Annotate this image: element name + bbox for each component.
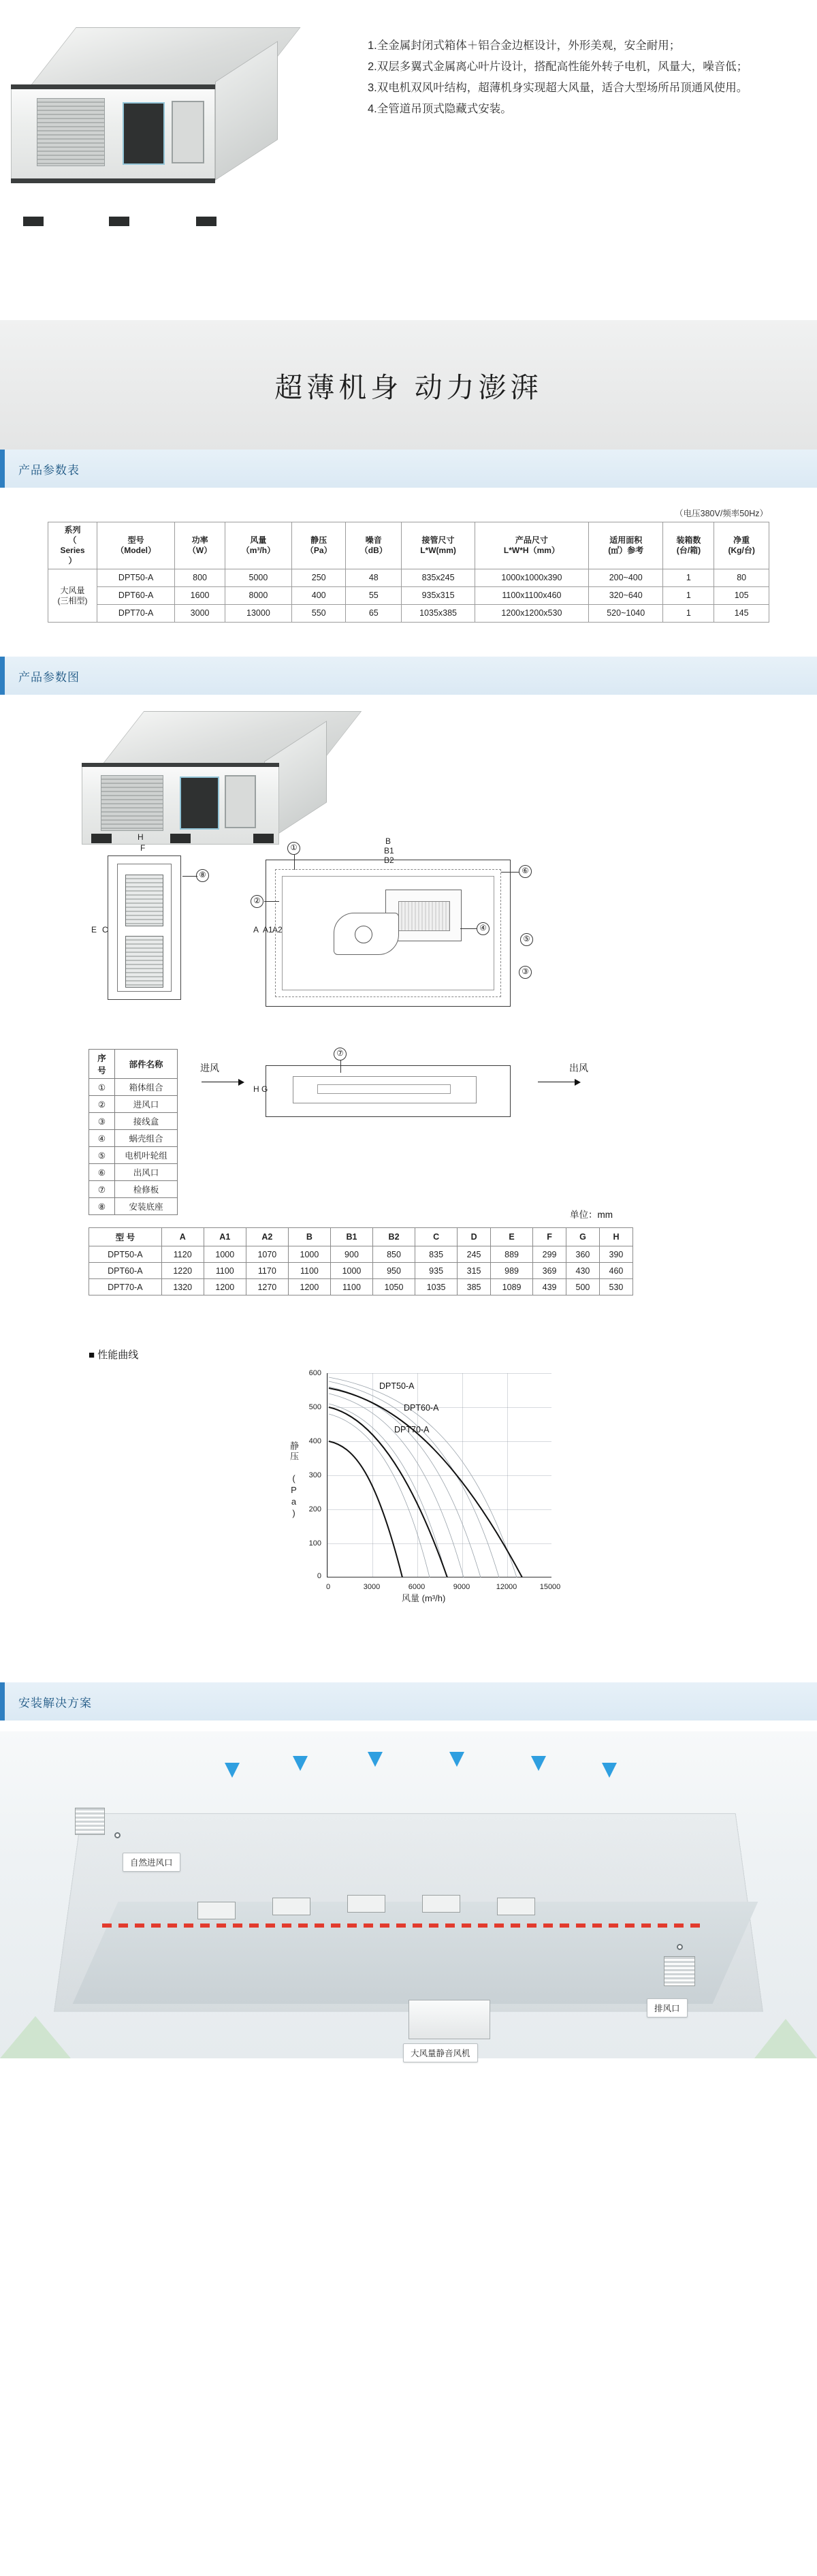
leader-line bbox=[340, 1061, 341, 1073]
series-label-dpt70: DPT70-A bbox=[394, 1425, 430, 1434]
section-accent-bar bbox=[0, 450, 5, 488]
unit-foot bbox=[196, 217, 217, 226]
callout-4: ④ bbox=[477, 922, 490, 935]
chart-x-axis-label: 风量 (m³/h) bbox=[402, 1593, 446, 1603]
leader-line bbox=[501, 872, 519, 873]
section-title: 产品参数图 bbox=[18, 670, 80, 684]
feature-bullet: 2.双层多翼式金属离心叶片设计，搭配高性能外转子电机，风量大，噪音低； bbox=[368, 61, 748, 73]
unit-frame-edge-bottom bbox=[11, 178, 215, 183]
cell-weight: 105 bbox=[714, 587, 769, 605]
cell-pack: 1 bbox=[663, 569, 714, 587]
cell-A2: 1070 bbox=[246, 1246, 288, 1263]
cell-E: 989 bbox=[491, 1263, 533, 1279]
col-header-static-pressure: 静压 （Pa） bbox=[291, 522, 345, 569]
chart-curves bbox=[327, 1373, 552, 1577]
col-header-area: 适用面积 (㎡）参考 bbox=[588, 522, 663, 569]
room-floor bbox=[73, 1902, 758, 2004]
section-header-param-table bbox=[0, 450, 817, 488]
table-header-row bbox=[89, 1228, 633, 1246]
x-tick: 15000 bbox=[539, 1583, 561, 1591]
cell-E: 889 bbox=[491, 1246, 533, 1263]
cell-A2: 1270 bbox=[246, 1279, 288, 1295]
cell-power: 800 bbox=[175, 569, 225, 587]
decorative-leaf-right bbox=[754, 2019, 817, 2058]
cell-B2: 850 bbox=[373, 1246, 415, 1263]
cell-size: 1100x1100x460 bbox=[475, 587, 588, 605]
col-header-weight: 净重 (Kg/台) bbox=[714, 522, 769, 569]
cell-B: 1000 bbox=[288, 1246, 330, 1263]
cell-area: 200~400 bbox=[588, 569, 663, 587]
cell-static: 250 bbox=[291, 569, 345, 587]
feature-bullet: 4.全管道吊顶式隐藏式安装。 bbox=[368, 103, 512, 115]
cell-A: 1220 bbox=[161, 1263, 204, 1279]
table-row bbox=[89, 1113, 178, 1130]
airflow-arrow-down bbox=[449, 1752, 464, 1767]
wall-inlet-grille-icon bbox=[75, 1808, 105, 1835]
cell-index: ③ bbox=[89, 1113, 115, 1130]
cell-G: 500 bbox=[566, 1279, 600, 1295]
ceiling-unit bbox=[497, 1898, 535, 1915]
col-header-F: F bbox=[533, 1228, 566, 1246]
dim-label-F: F bbox=[140, 843, 146, 853]
col-header-D: D bbox=[458, 1228, 491, 1246]
callout-8: ⑧ bbox=[196, 869, 209, 882]
ceiling-unit bbox=[422, 1895, 460, 1913]
fan-wheel-upper bbox=[125, 875, 163, 926]
section-slot bbox=[317, 1084, 451, 1094]
airflow-arrow-down bbox=[225, 1763, 240, 1778]
dim-label-B: B bbox=[385, 836, 391, 846]
cell-A1: 1000 bbox=[204, 1246, 246, 1263]
col-header-airflow: 风量 （m³/h） bbox=[225, 522, 291, 569]
chart-title: ■ 性能曲线 bbox=[89, 1349, 139, 1361]
unit-note: 单位：mm bbox=[570, 1210, 613, 1220]
dim-label-H: H bbox=[253, 1084, 259, 1094]
y-tick: 400 bbox=[308, 1437, 321, 1445]
banner-headline: 超薄机身 动力澎湃 bbox=[274, 371, 543, 403]
col-header-product-size: 产品尺寸 L*W*H（mm） bbox=[475, 522, 588, 569]
col-header-pack-qty: 装箱数 (台/箱) bbox=[663, 522, 714, 569]
cell-index: ④ bbox=[89, 1130, 115, 1147]
plan-view bbox=[252, 836, 538, 1027]
col-header-E: E bbox=[491, 1228, 533, 1246]
section-accent-bar bbox=[0, 657, 5, 695]
cell-A: 1120 bbox=[161, 1246, 204, 1263]
cell-part-name: 检修板 bbox=[115, 1181, 178, 1198]
table-row bbox=[89, 1096, 178, 1113]
chart-y-axis-label: 静压 (Pa) bbox=[289, 1441, 299, 1520]
cell-static: 400 bbox=[291, 587, 345, 605]
cell-area: 320~640 bbox=[588, 587, 663, 605]
dim-label-C: C bbox=[102, 925, 108, 934]
installation-section bbox=[0, 1721, 817, 2102]
dim-label-B2: B2 bbox=[384, 855, 394, 865]
section-accent-bar bbox=[0, 1682, 5, 1721]
flow-out-arrow-head bbox=[575, 1079, 581, 1086]
unit-foot bbox=[23, 217, 44, 226]
cell-noise: 48 bbox=[346, 569, 402, 587]
cell-part-name: 接线盒 bbox=[115, 1113, 178, 1130]
table-row bbox=[89, 1198, 178, 1215]
col-header-C: C bbox=[415, 1228, 458, 1246]
cell-part-name: 电机叶轮组 bbox=[115, 1147, 178, 1164]
cell-G: 430 bbox=[566, 1263, 600, 1279]
col-header-model: 型 号 bbox=[89, 1228, 162, 1246]
flow-in-label: 进风 bbox=[200, 1063, 219, 1073]
cell-B1: 1000 bbox=[330, 1263, 372, 1279]
cell-C: 835 bbox=[415, 1246, 458, 1263]
feature-bullet-list bbox=[368, 35, 790, 120]
dimensions-table-wrap bbox=[89, 1227, 633, 1295]
duct-run bbox=[102, 1923, 701, 1928]
col-header-A2: A2 bbox=[246, 1228, 288, 1246]
blower-scroll bbox=[334, 913, 399, 955]
ceiling-unit bbox=[272, 1898, 310, 1915]
callout-7: ⑦ bbox=[334, 1048, 347, 1061]
col-header-B2: B2 bbox=[373, 1228, 415, 1246]
table-row bbox=[48, 605, 769, 623]
dim-label-G: G bbox=[261, 1084, 268, 1094]
dim-label-B1: B1 bbox=[384, 846, 394, 855]
table-row bbox=[89, 1279, 633, 1295]
unit-grille bbox=[37, 98, 105, 166]
airflow-arrow-down bbox=[368, 1752, 383, 1767]
table-row bbox=[89, 1181, 178, 1198]
cell-H: 530 bbox=[599, 1279, 632, 1295]
flow-in-arrow-head bbox=[238, 1079, 244, 1086]
cell-B2: 1050 bbox=[373, 1279, 415, 1295]
col-header-part-name: 部件名称 bbox=[115, 1050, 178, 1079]
cell-part-name: 进风口 bbox=[115, 1096, 178, 1113]
cell-weight: 145 bbox=[714, 605, 769, 623]
cell-airflow: 5000 bbox=[225, 569, 291, 587]
leader-line bbox=[264, 901, 279, 902]
unit-frame-edge-top bbox=[11, 84, 215, 89]
cell-part-name: 出风口 bbox=[115, 1164, 178, 1181]
section-view bbox=[252, 1049, 538, 1137]
cell-B1: 900 bbox=[330, 1246, 372, 1263]
y-tick: 600 bbox=[308, 1369, 321, 1377]
callout-1: ① bbox=[287, 842, 300, 855]
hero-section bbox=[0, 0, 817, 320]
cell-B: 1200 bbox=[288, 1279, 330, 1295]
technical-drawing bbox=[0, 824, 817, 1342]
headline-banner bbox=[0, 320, 817, 450]
airflow-arrow-down bbox=[602, 1763, 617, 1778]
cell-weight: 80 bbox=[714, 569, 769, 587]
installation-illustration bbox=[0, 1731, 817, 2058]
cell-part-name: 蜗壳组合 bbox=[115, 1130, 178, 1147]
cell-part-name: 安装底座 bbox=[115, 1198, 178, 1215]
x-tick: 9000 bbox=[453, 1583, 470, 1591]
dim-label-E: E bbox=[91, 925, 97, 934]
series-label-dpt50: DPT50-A bbox=[379, 1381, 415, 1391]
airflow-arrow-down bbox=[293, 1756, 308, 1771]
cell-model: DPT70-A bbox=[89, 1279, 162, 1295]
unit-caption-label: 大风量静音风机 bbox=[403, 2043, 478, 2062]
dimensions-table bbox=[89, 1227, 633, 1295]
callout-dot bbox=[677, 1944, 683, 1950]
x-tick: 12000 bbox=[496, 1583, 517, 1591]
callout-2: ② bbox=[251, 895, 263, 908]
y-tick: 500 bbox=[308, 1403, 321, 1411]
col-header-series: 系列 （ Series ） bbox=[48, 522, 97, 569]
col-header-H: H bbox=[599, 1228, 632, 1246]
cell-D: 315 bbox=[458, 1263, 491, 1279]
section-header-param-diagram bbox=[0, 657, 817, 695]
unit-access-panel bbox=[172, 101, 204, 163]
cell-G: 360 bbox=[566, 1246, 600, 1263]
voltage-note: （电压380V/频率50Hz） bbox=[675, 509, 768, 518]
cell-airflow: 13000 bbox=[225, 605, 291, 623]
table-row bbox=[89, 1246, 633, 1263]
cell-H: 460 bbox=[599, 1263, 632, 1279]
ceiling-unit bbox=[347, 1895, 385, 1913]
feature-bullet: 3.双电机双风叶结构，超薄机身实现超大风量，适合大型场所吊顶通风使用。 bbox=[368, 82, 748, 94]
parameters-table bbox=[48, 522, 769, 623]
x-tick: 3000 bbox=[363, 1583, 381, 1591]
cell-A1: 1100 bbox=[204, 1263, 246, 1279]
flow-out-label: 出风 bbox=[569, 1063, 588, 1073]
series-dpt60 bbox=[329, 1407, 447, 1577]
airflow-arrow-down bbox=[531, 1756, 546, 1771]
cell-D: 245 bbox=[458, 1246, 491, 1263]
cell-noise: 65 bbox=[346, 605, 402, 623]
cell-duct: 935x315 bbox=[402, 587, 475, 605]
performance-curve-section bbox=[0, 1342, 817, 1682]
col-header-noise: 噪音 （dB） bbox=[346, 522, 402, 569]
unit-foot bbox=[109, 217, 129, 226]
cell-power: 1600 bbox=[175, 587, 225, 605]
cell-B2: 950 bbox=[373, 1263, 415, 1279]
table-row bbox=[89, 1130, 178, 1147]
unit-inlet-opening bbox=[180, 776, 219, 830]
feature-bullet: 1.全金属封闭式箱体＋铝合金边框设计，外形美观，安全耐用； bbox=[368, 40, 681, 52]
col-header-power: 功率 （W） bbox=[175, 522, 225, 569]
callout-3: ③ bbox=[519, 966, 532, 979]
dim-label-A2: A2 bbox=[272, 925, 283, 934]
cell-index: ② bbox=[89, 1096, 115, 1113]
cell-index: ⑥ bbox=[89, 1164, 115, 1181]
cell-C: 935 bbox=[415, 1263, 458, 1279]
cell-F: 369 bbox=[533, 1263, 566, 1279]
y-tick: 200 bbox=[308, 1505, 321, 1513]
cell-model: DPT50-A bbox=[89, 1246, 162, 1263]
col-header-index: 序号 bbox=[89, 1050, 115, 1079]
product-photo bbox=[27, 20, 320, 245]
performance-chart bbox=[286, 1366, 572, 1618]
callout-6: ⑥ bbox=[519, 865, 532, 878]
series-label-dpt60: DPT60-A bbox=[404, 1403, 439, 1413]
cell-noise: 55 bbox=[346, 587, 402, 605]
series-dpt50 bbox=[329, 1441, 402, 1577]
cell-duct: 1035x385 bbox=[402, 605, 475, 623]
chart-plot-area bbox=[327, 1373, 551, 1577]
table-row bbox=[48, 587, 769, 605]
cell-index: ① bbox=[89, 1079, 115, 1096]
cell-series: 大风量 (三相型) bbox=[48, 569, 97, 623]
parts-legend-table bbox=[89, 1049, 178, 1215]
cell-size: 1000x1000x390 bbox=[475, 569, 588, 587]
cell-B1: 1100 bbox=[330, 1279, 372, 1295]
col-header-G: G bbox=[566, 1228, 600, 1246]
cell-H: 390 bbox=[599, 1246, 632, 1263]
leader-line bbox=[182, 876, 197, 877]
table-row bbox=[89, 1263, 633, 1279]
table-row bbox=[48, 569, 769, 587]
y-tick: 300 bbox=[308, 1471, 321, 1479]
cell-model: DPT60-A bbox=[89, 1263, 162, 1279]
diagram-product-photo bbox=[0, 708, 817, 824]
cell-static: 550 bbox=[291, 605, 345, 623]
cell-part-name: 箱体组合 bbox=[115, 1079, 178, 1096]
unit-grille bbox=[101, 775, 163, 831]
callout-5: ⑤ bbox=[520, 933, 533, 946]
cell-index: ⑤ bbox=[89, 1147, 115, 1164]
col-header-A1: A1 bbox=[204, 1228, 246, 1246]
section-title: 安装解决方案 bbox=[18, 1696, 92, 1710]
unit-inlet-opening bbox=[123, 102, 165, 165]
cell-model: DPT50-A bbox=[97, 569, 175, 587]
unit-frame-edge-top bbox=[82, 763, 279, 767]
diagram-section bbox=[0, 695, 817, 1682]
cell-pack: 1 bbox=[663, 605, 714, 623]
ceiling-unit bbox=[197, 1902, 236, 1919]
col-header-model: 型号 （Model） bbox=[97, 522, 175, 569]
cell-B: 1100 bbox=[288, 1263, 330, 1279]
cell-index: ⑧ bbox=[89, 1198, 115, 1215]
callout-dot bbox=[114, 1832, 121, 1838]
motor-coil bbox=[398, 901, 450, 931]
leader-line bbox=[294, 855, 295, 870]
table-row bbox=[89, 1147, 178, 1164]
dim-label-A1: A1 bbox=[263, 925, 273, 934]
cell-size: 1200x1200x530 bbox=[475, 605, 588, 623]
impeller-hub bbox=[355, 926, 372, 943]
cell-area: 520~1040 bbox=[588, 605, 663, 623]
y-tick: 100 bbox=[308, 1539, 321, 1548]
cell-power: 3000 bbox=[175, 605, 225, 623]
side-elevation-view bbox=[89, 832, 218, 1014]
cell-A2: 1170 bbox=[246, 1263, 288, 1279]
cell-pack: 1 bbox=[663, 587, 714, 605]
section-header-install bbox=[0, 1682, 817, 1721]
unit-callout-image bbox=[408, 2000, 490, 2039]
leader-line bbox=[460, 928, 477, 929]
decorative-leaf-left bbox=[0, 2016, 71, 2058]
exhaust-outlet-label: 排风口 bbox=[647, 1998, 688, 2017]
cell-E: 1089 bbox=[491, 1279, 533, 1295]
table-header-row bbox=[48, 522, 769, 569]
col-header-B: B bbox=[288, 1228, 330, 1246]
cell-A1: 1200 bbox=[204, 1279, 246, 1295]
col-header-A: A bbox=[161, 1228, 204, 1246]
param-table-wrap bbox=[0, 488, 817, 629]
table-header-row bbox=[89, 1050, 178, 1079]
cell-model: DPT60-A bbox=[97, 587, 175, 605]
col-header-duct-size: 接管尺寸 L*W(mm) bbox=[402, 522, 475, 569]
cell-F: 439 bbox=[533, 1279, 566, 1295]
cell-airflow: 8000 bbox=[225, 587, 291, 605]
x-tick: 6000 bbox=[408, 1583, 426, 1591]
cell-C: 1035 bbox=[415, 1279, 458, 1295]
section-title: 产品参数表 bbox=[18, 463, 80, 477]
table-row bbox=[89, 1079, 178, 1096]
cell-A: 1320 bbox=[161, 1279, 204, 1295]
cell-D: 385 bbox=[458, 1279, 491, 1295]
cell-F: 299 bbox=[533, 1246, 566, 1263]
x-tick: 0 bbox=[325, 1583, 331, 1591]
dim-label-D: H bbox=[138, 832, 144, 842]
cell-duct: 835x245 bbox=[402, 569, 475, 587]
cell-index: ⑦ bbox=[89, 1181, 115, 1198]
y-tick: 0 bbox=[317, 1572, 321, 1580]
unit-access-panel bbox=[225, 775, 256, 828]
cell-model: DPT70-A bbox=[97, 605, 175, 623]
table-row bbox=[89, 1164, 178, 1181]
natural-inlet-label: 自然进风口 bbox=[123, 1853, 180, 1872]
col-header-B1: B1 bbox=[330, 1228, 372, 1246]
dim-label-A: A bbox=[253, 925, 259, 934]
fan-wheel-lower bbox=[125, 936, 163, 988]
exhaust-grille-icon bbox=[664, 1956, 695, 1986]
